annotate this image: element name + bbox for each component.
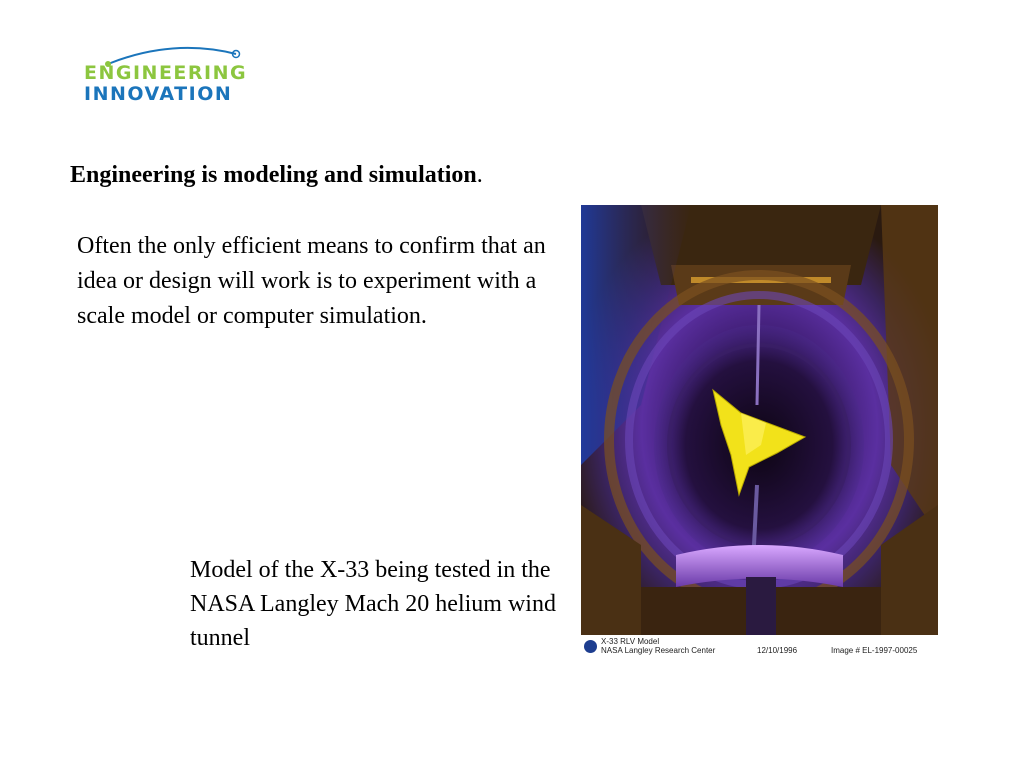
- heading-bold-text: Engineering is modeling and simulation: [70, 162, 477, 188]
- credit-model: X-33 RLV Model: [601, 637, 660, 646]
- wind-tunnel-photo: [581, 205, 938, 635]
- logo-text-engineering: ENGINEERING: [84, 62, 248, 84]
- x33-wind-tunnel-image: [581, 205, 938, 635]
- body-paragraph: Often the only efficient means to confirm that an idea or design will work is to experiment with a scale model or computer simulation.: [77, 233, 546, 329]
- photo-credit-strip: [581, 635, 938, 658]
- photo-caption: Model of the X-33 being tested in the NASA Langley Mach 20 helium wind tunnel: [190, 557, 556, 651]
- credit-center: NASA Langley Research Center: [601, 646, 716, 655]
- engineering-innovation-logo: [78, 40, 284, 112]
- credit-date: 12/10/1996: [757, 646, 798, 655]
- logo-text-innovation: INNOVATION: [84, 83, 233, 105]
- slide-heading: [70, 162, 483, 189]
- heading-period: .: [476, 162, 483, 188]
- nasa-logo-icon: [584, 640, 597, 653]
- credit-image-number: Image # EL-1997-00025: [831, 646, 918, 655]
